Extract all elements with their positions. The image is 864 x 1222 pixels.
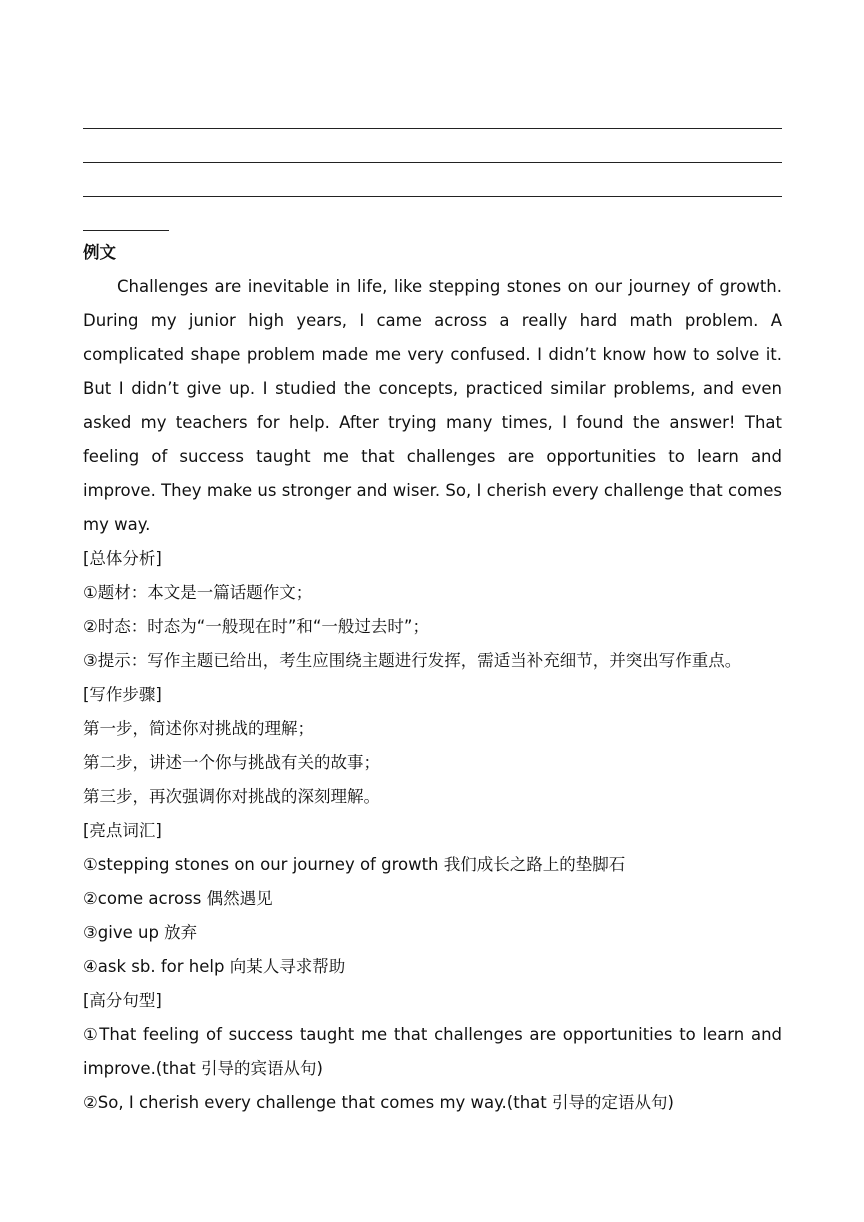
answer-blank-line <box>83 128 782 129</box>
writing-steps-heading: [写作步骤] <box>83 685 162 704</box>
vocab-item: ②come across 偶然遇见 <box>83 889 273 908</box>
vocab-item: ④ask sb. for help 向某人寻求帮助 <box>83 957 346 976</box>
answer-blank-line <box>83 162 782 163</box>
answer-lines <box>83 106 782 234</box>
model-essay-heading: 例文 <box>83 243 116 262</box>
answer-blank-line <box>83 230 169 231</box>
document-page <box>83 106 782 1120</box>
high-score-sentences-heading: [高分句型] <box>83 991 162 1010</box>
analysis-item: ①题材：本文是一篇话题作文； <box>83 583 313 602</box>
sentence-item: ①That feeling of success taught me that challenges are opportunities to learn and improve.(that 引导的宾语从句) <box>83 1025 782 1078</box>
overall-analysis-heading: [总体分析] <box>83 549 162 568</box>
highlight-vocab-heading: [亮点词汇] <box>83 821 162 840</box>
answer-blank-line <box>83 196 782 197</box>
step-item: 第一步，简述你对挑战的理解； <box>83 719 314 738</box>
analysis-item: ③提示：写作主题已给出，考生应围绕主题进行发挥，需适当补充细节，并突出写作重点。 <box>83 651 742 670</box>
vocab-item: ③give up 放弃 <box>83 923 198 942</box>
analysis-item: ②时态：时态为“一般现在时”和“一般过去时”； <box>83 617 429 636</box>
sentence-item: ②So, I cherish every challenge that comes my way.(that 引导的定语从句) <box>83 1093 674 1112</box>
step-item: 第三步，再次强调你对挑战的深刻理解。 <box>83 787 380 806</box>
vocab-item: ①stepping stones on our journey of growth 我们成长之路上的垫脚石 <box>83 855 626 874</box>
step-item: 第二步，讲述一个你与挑战有关的故事； <box>83 753 380 772</box>
model-essay-paragraph: Challenges are inevitable in life, like stepping stones on our journey of growth. During my junior high years, I came across a really hard math problem. A complicated shape problem made me very confused. I didn’t know how to solve it. But I didn’t give up. I studied the concepts, practiced similar problems, and even asked my teachers for help. After trying many times, I found the answer! That feeling of success taught me that challenges are opportunities to learn and improve. They make us stronger and wiser. So, I cherish every challenge that comes my way. <box>83 277 782 534</box>
